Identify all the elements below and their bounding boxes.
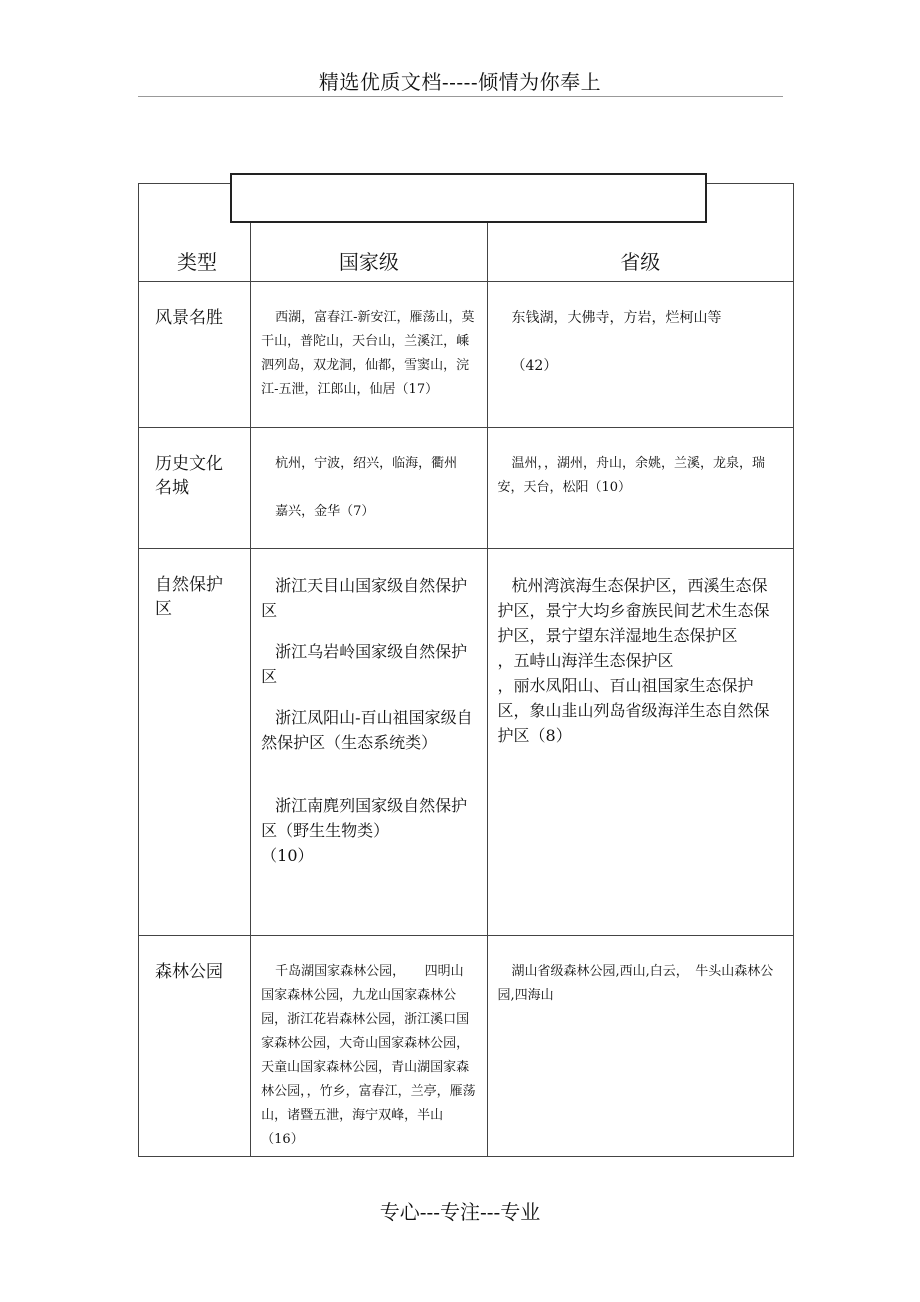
page-header: 精选优质文档-----倾情为你奉上 — [318, 70, 602, 94]
table-row — [139, 549, 794, 936]
table-title-box — [230, 173, 707, 223]
header-national: 国家级 — [338, 250, 399, 274]
national-count: （10） — [261, 846, 314, 865]
page-footer: 专心---专注---专业 — [379, 1200, 541, 1224]
header-provincial: 省级 — [620, 250, 661, 274]
category-cell — [139, 936, 251, 1157]
national-text-4: 浙江南麂列国家级自然保护区（野生生物类） — [261, 796, 468, 840]
national-text: 西湖，富春江-新安江，雁荡山，莫干山，普陀山，天台山，兰溪江，嵊泗列岛，双龙洞，仙都，雪窦山，浣江-五泄，江郎山，仙居（17） — [261, 310, 475, 397]
provincial-cell — [487, 428, 793, 549]
national-text: 杭州，宁波，绍兴，临海，衢州 — [275, 456, 458, 471]
header-divider — [138, 96, 783, 97]
provincial-text-3: ，丽水凤阳山、百山祖国家生态保护区，象山韭山列岛省级海洋生态自然保护区（8） — [497, 676, 770, 745]
provincial-text: 杭州湾滨海生态保护区，西溪生态保护区，景宁大均乡畲族民间艺术生态保护区，景宁望东洋湿地生态保护区 — [497, 576, 770, 645]
national-cell — [251, 936, 487, 1157]
scenic-areas-table — [138, 183, 794, 1157]
category-label: 森林公园 — [155, 962, 223, 982]
category-cell — [139, 428, 251, 549]
table-row — [139, 428, 794, 549]
national-cell — [251, 282, 487, 428]
table-row — [139, 282, 794, 428]
national-text-3: 浙江凤阳山-百山祖国家级自然保护区（生态系统类） — [261, 708, 473, 752]
national-text-2: 嘉兴，金华（7） — [275, 504, 375, 519]
provincial-text: 东钱湖，大佛寺，方岩，烂柯山等 — [511, 310, 722, 326]
provincial-cell — [487, 549, 793, 936]
national-text: 浙江天目山国家级自然保护区 — [261, 576, 468, 620]
national-cell — [251, 549, 487, 936]
table-row — [139, 936, 794, 1157]
provincial-text: 温州，，湖州，舟山，余姚，兰溪，龙泉，瑞安，天台，松阳（10） — [497, 456, 766, 495]
category-label: 自然保护区 — [155, 575, 223, 619]
national-text-2: 浙江乌岩岭国家级自然保护区 — [261, 642, 468, 686]
provincial-cell — [487, 936, 793, 1157]
header-type: 类型 — [177, 250, 217, 274]
category-cell — [139, 282, 251, 428]
category-cell — [139, 549, 251, 936]
provincial-cell — [487, 282, 793, 428]
category-label: 风景名胜 — [155, 308, 223, 328]
national-cell — [251, 428, 487, 549]
provincial-text: 湖山省级森林公园,西山,白云， 牛头山森林公园,四海山 — [497, 964, 774, 1003]
category-label: 历史文化名城 — [155, 454, 223, 498]
national-text: 千岛湖国家森林公园， 四明山国家森林公园，九龙山国家森林公园，浙江花岩森林公园，浙江溪口国家森林公园，大奇山国家森林公园，天童山国家森林公园，青山湖国家森林公园，，竹乡，富春江，兰亭，雁荡山，诸暨五泄，海宁双峰，半山（16） — [261, 964, 476, 1147]
provincial-count: （42） — [511, 358, 558, 374]
provincial-text-2: ，五峙山海洋生态保护区 — [497, 651, 674, 670]
